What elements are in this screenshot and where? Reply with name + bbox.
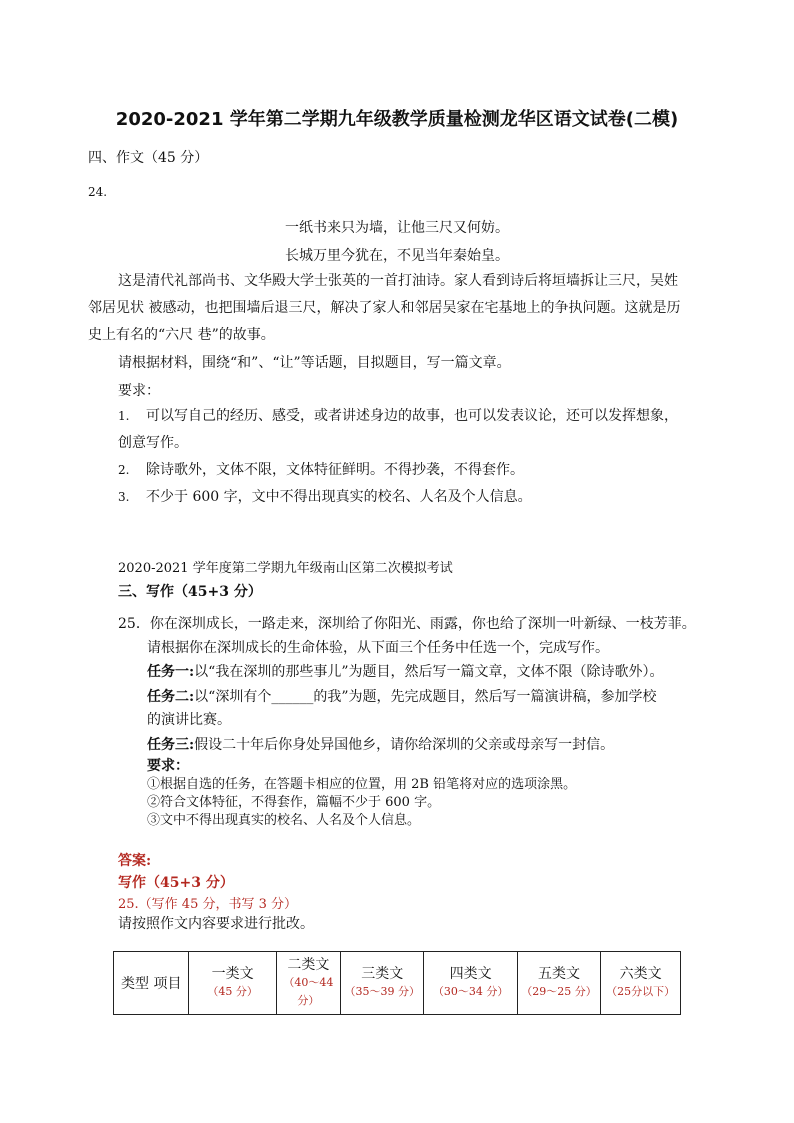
table-row (114, 952, 681, 1015)
requirement-number: 2. (118, 463, 130, 477)
table-cell (424, 952, 517, 1015)
requirement-text: 不少于 600 字，文中不得出现真实的校名、人名及个人信息。 (146, 489, 532, 505)
requirement-item: ③文中不得出现真实的校名、人名及个人信息。 (147, 813, 421, 828)
category-name: 四类文 (449, 966, 492, 982)
grading-table (113, 951, 681, 1015)
category-name: 二类文 (287, 957, 330, 973)
category-name: 五类文 (538, 966, 581, 982)
score-range: （29～25 分） (521, 985, 597, 998)
poem-line: 一纸书来只为墙，让他三尺又何妨。 (285, 220, 509, 236)
score-range: （25分以下） (606, 985, 676, 998)
requirements-label: 要求： (147, 758, 189, 774)
task-label: 任务二: (147, 689, 195, 705)
question-line: 25．你在深圳成长，一路走来，深圳给了你阳光、雨露，你也给了深圳一叶新绿、一枝芳菲。 (118, 616, 696, 632)
category-name: 一类文 (211, 966, 254, 982)
category-name: 三类文 (361, 966, 404, 982)
paragraph-line: 邻居见状 被感动，也把围墙后退三尺，解决了家人和邻居吴家在宅基地上的争执问题。这就是历 (88, 300, 681, 316)
task-line (147, 661, 663, 681)
requirement-item (118, 459, 524, 479)
requirement-text: 可以写自己的经历、感受，或者讲述身边的故事，也可以发表议论，还可以发挥想象， (146, 408, 678, 424)
requirement-item: ②符合文体特征，不得套作，篇幅不少于 600 字。 (147, 795, 441, 810)
table-cell (517, 952, 601, 1015)
score-range: （45 分） (207, 985, 258, 998)
requirement-text: 除诗歌外，文体不限，文体特征鲜明。不得抄袭，不得套作。 (146, 462, 524, 478)
task-continuation: 的演讲比赛。 (147, 712, 231, 728)
requirement-item: ①根据自选的任务，在答题卡相应的位置，用 2B 铅笔将对应的选项涂黑。 (147, 777, 577, 792)
answer-label: 答案: (118, 853, 152, 869)
page-title: 2020-2021 学年第二学期九年级教学质量检测龙华区语文试卷(二模) (115, 109, 679, 130)
task-text: 假设二十年后你身处异国他乡，请你给深圳的父亲或母亲写一封信。 (194, 737, 615, 753)
task-label: 任务一: (147, 664, 195, 680)
task-line (147, 686, 657, 706)
score-range: （40～44 分） (283, 976, 334, 1007)
task-text: 以“深圳有个______的我”为题，先完成题目，然后写一篇演讲稿，参加学校 (194, 689, 657, 705)
table-cell (601, 952, 681, 1015)
requirement-item (118, 486, 532, 506)
section-heading: 三、写作（45+3 分） (118, 584, 262, 600)
requirements-label: 要求： (118, 383, 160, 399)
requirement-continuation: 创意写作。 (118, 435, 188, 451)
score-range: （30～34 分） (432, 985, 509, 998)
table-cell (340, 952, 424, 1015)
task-line (147, 734, 614, 754)
table-cell (189, 952, 276, 1015)
poem-line: 长城万里今犹在，不见当年秦始皇。 (285, 248, 509, 264)
requirement-number: 3. (118, 490, 130, 504)
requirement-number: 1. (118, 409, 130, 423)
paragraph-line: 史上有名的“六尺 巷”的故事。 (88, 327, 275, 343)
task-label: 任务三: (147, 737, 195, 753)
exam-subtitle: 2020-2021 学年度第二学期九年级南山区第二次模拟考试 (118, 561, 453, 576)
prompt-text: 请根据材料，围绕“和”、“让”等话题，目拟题目，写一篇文章。 (118, 355, 511, 371)
grading-instruction: 请按照作文内容要求进行批改。 (118, 916, 314, 932)
category-name: 六类文 (619, 966, 662, 982)
paragraph-line: 这是清代礼部尚书、文华殿大学士张英的一首打油诗。家人看到诗后将垣墙拆让三尺，吴姓 (118, 273, 678, 289)
score-line: 25.（写作 45 分，书写 3 分） (118, 897, 298, 912)
table-header-cell: 类型 项目 (114, 952, 189, 1015)
requirement-item (118, 405, 678, 425)
score-range: （35～39 分） (344, 985, 420, 998)
question-number: 24. (88, 185, 108, 199)
section-heading: 四、作文（45 分） (88, 150, 209, 166)
task-text: 以“我在深圳的那些事儿”为题目，然后写一篇文章，文体不限（除诗歌外）。 (194, 664, 664, 680)
question-line: 请根据你在深圳成长的生命体验，从下面三个任务中任选一个，完成写作。 (147, 640, 609, 656)
answer-heading: 写作（45+3 分） (118, 875, 234, 891)
table-cell (276, 952, 340, 1015)
